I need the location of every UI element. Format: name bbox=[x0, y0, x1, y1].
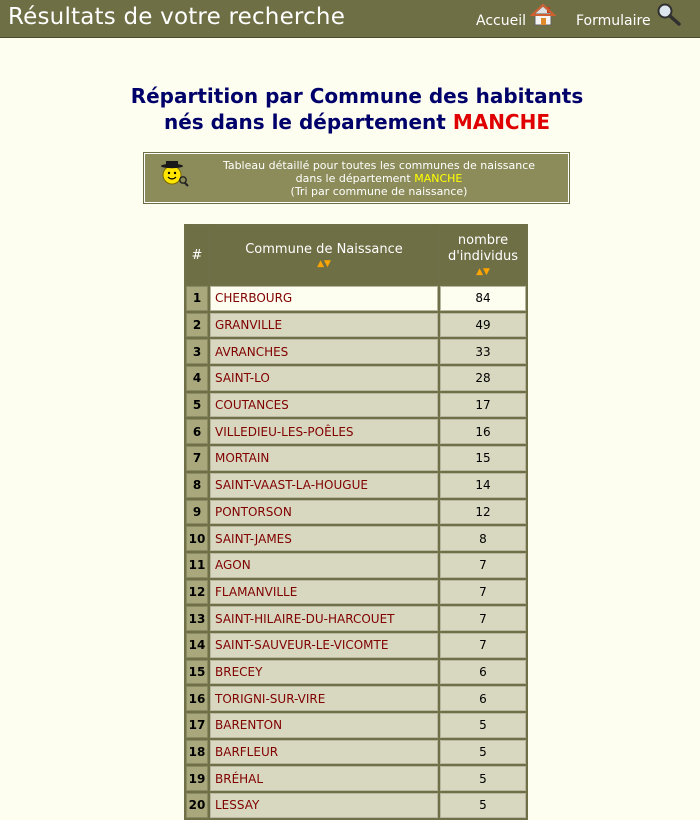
magnifier-icon bbox=[655, 2, 683, 26]
row-index-cell: 14 bbox=[186, 633, 208, 658]
table-row bbox=[186, 393, 526, 418]
table-row bbox=[186, 446, 526, 471]
count-cell: 14 bbox=[440, 473, 526, 498]
row-index-cell: 13 bbox=[186, 606, 208, 631]
sort-arrows-icon[interactable]: ▲▼ bbox=[476, 267, 490, 277]
table-row bbox=[186, 500, 526, 525]
table-row bbox=[186, 366, 526, 391]
detective-smiley-icon bbox=[155, 158, 189, 188]
table-header-row bbox=[186, 226, 526, 284]
info-department: MANCHE bbox=[414, 172, 463, 185]
count-cell: 5 bbox=[440, 713, 526, 738]
count-cell: 5 bbox=[440, 793, 526, 818]
info-line-1: Tableau détaillé pour toutes les communes de naissance bbox=[222, 159, 536, 172]
column-header-count[interactable] bbox=[440, 226, 526, 284]
count-cell: 28 bbox=[440, 366, 526, 391]
row-index-cell: 17 bbox=[186, 713, 208, 738]
table-row bbox=[186, 793, 526, 818]
count-cell: 84 bbox=[440, 286, 526, 311]
row-index-cell: 11 bbox=[186, 553, 208, 578]
commune-cell[interactable]: BARENTON bbox=[210, 713, 438, 738]
row-index-cell: 16 bbox=[186, 686, 208, 711]
count-cell: 8 bbox=[440, 526, 526, 551]
commune-cell[interactable]: SAINT-HILAIRE-DU-HARCOUET bbox=[210, 606, 438, 631]
info-box-text bbox=[191, 159, 567, 198]
row-index-cell: 19 bbox=[186, 766, 208, 791]
table-row bbox=[186, 740, 526, 765]
row-index-cell: 5 bbox=[186, 393, 208, 418]
table-row bbox=[186, 633, 526, 658]
count-cell: 49 bbox=[440, 313, 526, 338]
home-link-label: Accueil bbox=[476, 13, 526, 29]
count-cell: 33 bbox=[440, 339, 526, 364]
table-row bbox=[186, 606, 526, 631]
row-index-cell: 9 bbox=[186, 500, 208, 525]
column-header-commune[interactable] bbox=[210, 226, 438, 284]
table-row bbox=[186, 473, 526, 498]
form-link[interactable] bbox=[576, 13, 683, 29]
row-index-cell: 8 bbox=[186, 473, 208, 498]
count-cell: 7 bbox=[440, 606, 526, 631]
row-index-cell: 15 bbox=[186, 660, 208, 685]
row-index-cell: 4 bbox=[186, 366, 208, 391]
count-cell: 5 bbox=[440, 766, 526, 791]
table-row bbox=[186, 526, 526, 551]
house-icon bbox=[530, 3, 556, 27]
count-cell: 6 bbox=[440, 686, 526, 711]
row-index-cell: 3 bbox=[186, 339, 208, 364]
table-row bbox=[186, 686, 526, 711]
commune-cell[interactable]: PONTORSON bbox=[210, 500, 438, 525]
results-table bbox=[184, 224, 528, 820]
form-link-label: Formulaire bbox=[576, 13, 651, 29]
row-index-cell: 1 bbox=[186, 286, 208, 311]
commune-cell[interactable]: GRANVILLE bbox=[210, 313, 438, 338]
commune-cell[interactable]: BRÉHAL bbox=[210, 766, 438, 791]
commune-cell[interactable]: AVRANCHES bbox=[210, 339, 438, 364]
table-row bbox=[186, 580, 526, 605]
column-header-commune-label: Commune de Naissance bbox=[245, 241, 403, 257]
commune-cell[interactable]: CHERBOURG bbox=[210, 286, 438, 311]
count-cell: 6 bbox=[440, 660, 526, 685]
table-row bbox=[186, 553, 526, 578]
commune-cell[interactable]: TORIGNI-SUR-VIRE bbox=[210, 686, 438, 711]
row-index-cell: 18 bbox=[186, 740, 208, 765]
column-header-index: # bbox=[186, 226, 208, 284]
table-body bbox=[186, 286, 526, 818]
table-row bbox=[186, 419, 526, 444]
heading-department: MANCHE bbox=[452, 110, 551, 134]
table-row bbox=[186, 713, 526, 738]
heading-line-1: Répartition par Commune des habitants bbox=[130, 84, 584, 108]
row-index-cell: 10 bbox=[186, 526, 208, 551]
commune-cell[interactable]: SAINT-JAMES bbox=[210, 526, 438, 551]
commune-cell[interactable]: SAINT-SAUVEUR-LE-VICOMTE bbox=[210, 633, 438, 658]
commune-cell[interactable]: SAINT-VAAST-LA-HOUGUE bbox=[210, 473, 438, 498]
sort-arrows-icon[interactable]: ▲▼ bbox=[317, 258, 331, 269]
row-index-cell: 12 bbox=[186, 580, 208, 605]
commune-cell[interactable]: LESSAY bbox=[210, 793, 438, 818]
table-row bbox=[186, 339, 526, 364]
column-header-count-line-1: nombre bbox=[457, 233, 509, 248]
table-row bbox=[186, 313, 526, 338]
count-cell: 16 bbox=[440, 419, 526, 444]
count-cell: 12 bbox=[440, 500, 526, 525]
info-line-3: (Tri par commune de naissance) bbox=[290, 185, 468, 198]
results-heading bbox=[0, 83, 700, 135]
count-cell: 7 bbox=[440, 633, 526, 658]
info-line-2-prefix: dans le département bbox=[295, 172, 411, 185]
commune-cell[interactable]: AGON bbox=[210, 553, 438, 578]
home-link[interactable] bbox=[476, 13, 556, 29]
heading-line-2 bbox=[0, 109, 700, 135]
count-cell: 15 bbox=[440, 446, 526, 471]
table-row bbox=[186, 766, 526, 791]
page-title: Résultats de votre recherche bbox=[8, 4, 346, 30]
commune-cell[interactable]: MORTAIN bbox=[210, 446, 438, 471]
count-cell: 5 bbox=[440, 740, 526, 765]
row-index-cell: 20 bbox=[186, 793, 208, 818]
commune-cell[interactable]: COUTANCES bbox=[210, 393, 438, 418]
count-cell: 7 bbox=[440, 553, 526, 578]
table-row bbox=[186, 286, 526, 311]
commune-cell[interactable]: BRECEY bbox=[210, 660, 438, 685]
info-box bbox=[144, 153, 569, 203]
commune-cell[interactable]: FLAMANVILLE bbox=[210, 580, 438, 605]
row-index-cell: 6 bbox=[186, 419, 208, 444]
commune-cell[interactable]: VILLEDIEU-LES-POÊLES bbox=[210, 419, 438, 444]
heading-line-2-prefix: nés dans le département bbox=[163, 110, 446, 134]
commune-cell[interactable]: BARFLEUR bbox=[210, 740, 438, 765]
row-index-cell: 7 bbox=[186, 446, 208, 471]
table-row bbox=[186, 660, 526, 685]
commune-cell[interactable]: SAINT-LO bbox=[210, 366, 438, 391]
count-cell: 7 bbox=[440, 580, 526, 605]
row-index-cell: 2 bbox=[186, 313, 208, 338]
top-bar bbox=[0, 0, 700, 38]
count-cell: 17 bbox=[440, 393, 526, 418]
column-header-count-line-2: d'individus bbox=[447, 249, 519, 264]
info-line-2 bbox=[191, 172, 567, 185]
